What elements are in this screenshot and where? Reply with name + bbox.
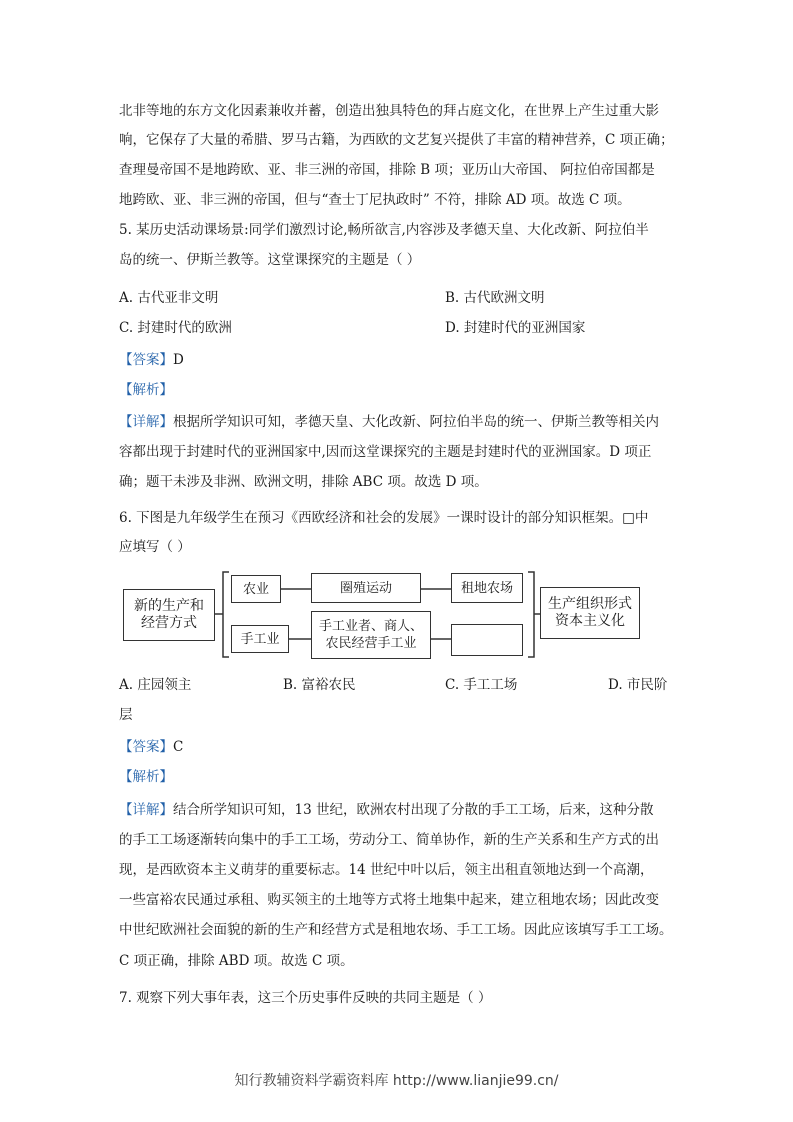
answer-tag: 【答案】 xyxy=(119,739,173,755)
q5-stem-line: 岛的统一、伊斯兰教等。这堂课探究的主题是（ ） xyxy=(119,252,421,268)
diagram-box-agriculture: 农业 xyxy=(231,575,281,603)
q6-detail-line: C 项正确，排除 ABD 项。故选 C 项。 xyxy=(119,953,354,969)
q6-option-d: D. 市民阶 xyxy=(608,677,668,693)
detail-text: 结合所学知识可知，13 世纪，欧洲农村出现了分散的手工工场，后来，这种分散 xyxy=(173,802,654,818)
q6-option-d-continued: 层 xyxy=(119,707,133,723)
diagram-box-enclosure: 圈殖运动 xyxy=(311,573,421,603)
paragraph-line: 地跨欧、亚、非三洲的帝国，但与“查士丁尼执政时” 不符，排除 AD 项。故选 C 项。 xyxy=(119,192,631,208)
q6-detail-line: 一些富裕农民通过承租、购买领主的土地等方式将土地集中起来，建立租地农场；因此改变 xyxy=(119,892,659,908)
diagram-box-capitalist: 生产组织形式 资本主义化 xyxy=(540,587,640,639)
q6-answer xyxy=(119,737,183,757)
q5-option-c: C. 封建时代的欧洲 xyxy=(119,320,232,336)
q6-option-c: C. 手工工场 xyxy=(445,677,518,693)
answer-tag: 【答案】 xyxy=(119,352,173,368)
diagram-box-rented-farm: 租地农场 xyxy=(451,573,523,603)
q5-answer xyxy=(119,350,184,370)
diagram-box-handicraft: 手工业 xyxy=(231,625,289,653)
diagram-box-new-production: 新的生产和 经营方式 xyxy=(123,589,215,641)
knowledge-framework-diagram xyxy=(119,567,649,667)
analysis-tag: 【解析】 xyxy=(119,769,173,785)
q6-detail-line: 现，是西欧资本主义萌芽的重要标志。14 世纪中叶以后，领主出租直领地达到一个高潮， xyxy=(119,862,654,878)
detail-tag: 【详解】 xyxy=(119,414,173,430)
paragraph-line: 响，它保存了大量的希腊、罗马古籍，为西欧的文艺复兴提供了丰富的精神营养，C 项正确； xyxy=(119,132,674,148)
q6-option-b: B. 富裕农民 xyxy=(283,677,356,693)
paragraph-line: 北非等地的东方文化因素兼收并蓄，创造出独具特色的拜占庭文化，在世界上产生过重大影 xyxy=(119,103,659,119)
q6-stem-line: 应填写（ ） xyxy=(119,539,191,555)
q6-detail-line: 中世纪欧洲社会面貌的新的生产和经营方式是租地农场、手工工场。因此应该填写手工工场。 xyxy=(119,922,673,938)
q6-analysis-heading xyxy=(119,767,173,787)
q5-detail-line xyxy=(119,412,659,432)
detail-tag: 【详解】 xyxy=(119,802,173,818)
paragraph-line: 查理曼帝国不是地跨欧、亚、非三洲的帝国，排除 B 项；亚历山大帝国、 阿拉伯帝国都是 xyxy=(119,162,655,178)
q5-option-b: B. 古代欧洲文明 xyxy=(445,290,545,306)
answer-value: C xyxy=(173,739,184,755)
q5-analysis-heading xyxy=(119,380,173,400)
answer-value: D xyxy=(173,352,184,368)
q6-detail-line xyxy=(119,800,653,820)
q6-option-a: A. 庄园领主 xyxy=(119,677,192,693)
q6-stem-line: 6. 下图是九年级学生在预习《西欧经济和社会的发展》一课时设计的部分知识框架。□中 xyxy=(119,510,649,526)
q5-detail-line: 确；题干未涉及非洲、欧洲文明，排除 ABC 项。故选 D 项。 xyxy=(119,474,488,490)
q7-stem-line: 7. 观察下列大事年表，这三个历史事件反映的共同主题是（ ） xyxy=(119,990,492,1006)
q5-detail-line: 容都出现于封建时代的亚洲国家中,因而这堂课探究的主题是封建时代的亚洲国家。D 项正 xyxy=(119,444,652,460)
q5-option-d: D. 封建时代的亚洲国家 xyxy=(445,320,586,336)
diagram-box-craftsmen: 手工业者、商人、 农民经营手工业 xyxy=(311,611,431,659)
diagram-box-blank xyxy=(451,624,523,656)
page-footer: 知行教辅资料学霸资料库 http://www.lianjie99.cn/ xyxy=(234,1073,559,1089)
detail-text: 根据所学知识可知，孝德天皇、大化改新、阿拉伯半岛的统一、伊斯兰教等相关内 xyxy=(173,414,659,430)
analysis-tag: 【解析】 xyxy=(119,382,173,398)
q5-stem-line: 5. 某历史活动课场景:同学们激烈讨论,畅所欲言,内容涉及孝德天皇、大化改新、阿拉伯半 xyxy=(119,222,649,238)
q6-detail-line: 的手工工场逐渐转向集中的手工工场，劳动分工、简单协作，新的生产关系和生产方式的出 xyxy=(119,832,659,848)
q5-option-a: A. 古代亚非文明 xyxy=(119,290,219,306)
